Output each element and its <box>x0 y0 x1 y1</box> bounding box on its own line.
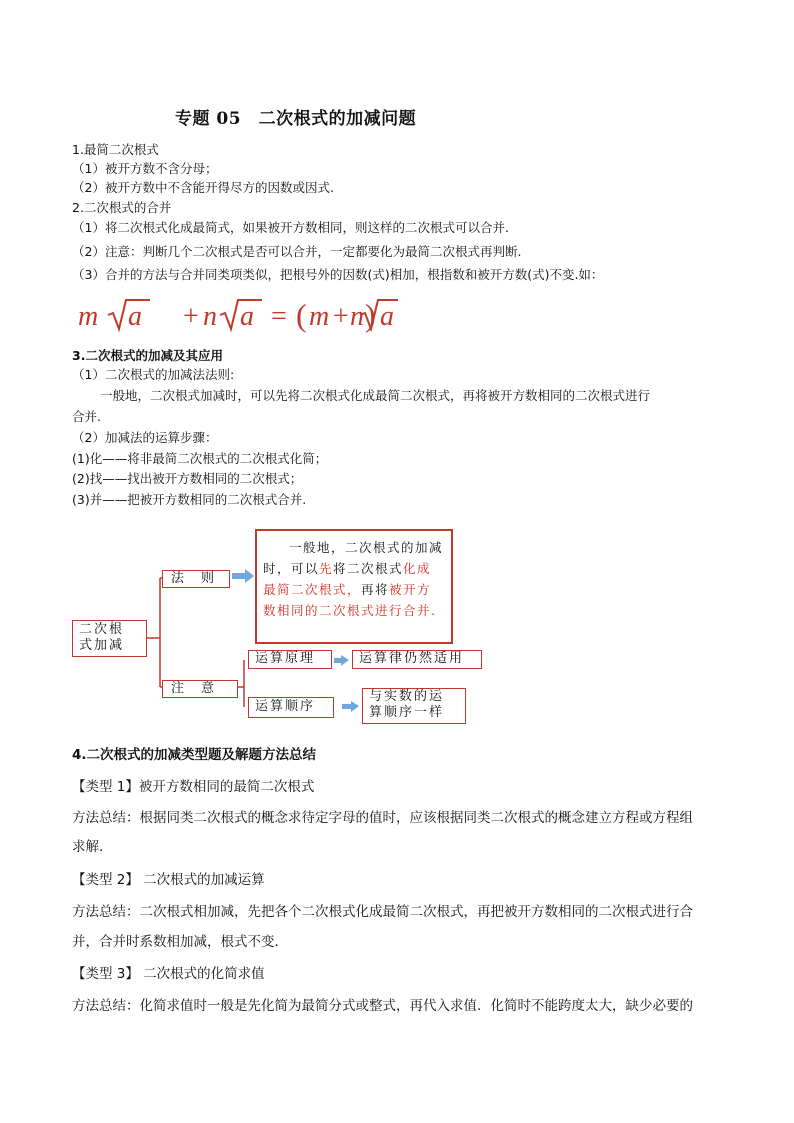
section-3-step-2: (2)找——找出被开方数相同的二次根式； <box>72 471 303 486</box>
type-1-title: 【类型 1】被开方数相同的最简二次根式 <box>72 779 315 795</box>
note-text-1: 一般地，二次根式的加减时，可以 <box>263 540 444 576</box>
diagram-note-label: 注 意 <box>162 680 238 698</box>
formula-plus-2: + <box>333 301 349 332</box>
formula-m: m <box>78 301 99 332</box>
order-result-line-2: 算顺序一样 <box>369 705 445 720</box>
note-first-red: 先 <box>319 561 334 576</box>
note-text-2: 将二次根式 <box>333 561 404 576</box>
type-2-method: 方法总结：二次根式相加减，先把各个二次根式化成最简二次根式，再把被开方数相同的二次根式进行合 <box>72 904 693 920</box>
section-1-item-1: （1）被开方数不含分母； <box>72 161 218 176</box>
section-3-rule-text: 一般地，二次根式加减时，可以先将二次根式化成最简二次根式，再将被开方数相同的二次根式进行 <box>100 388 651 403</box>
section-3-rule-text-2: 合并. <box>72 409 101 424</box>
formula-m-2: m <box>309 301 330 332</box>
diagram-root-box <box>72 620 147 657</box>
section-3-step-3: (3)并——把被开方数相同的二次根式合并. <box>72 492 307 507</box>
note-red-2: 被开方数相同的二次根式进行合并. <box>263 582 437 618</box>
diagram-principle-box: 运算原理 <box>248 650 332 669</box>
section-4-heading: 4.二次根式的加减类型题及解题方法总结 <box>72 747 317 763</box>
section-1-item-2: （2）被开方数中不含能开得尽方的因数或因式. <box>72 180 334 195</box>
type-2-method-2: 并，合并时系数相加减，根式不变． <box>72 934 288 950</box>
formula-equals: = <box>271 301 287 332</box>
note-text-3: 再将 <box>361 582 390 597</box>
type-3-method: 方法总结：化简求值时一般是先化简为最简分式或整式，再代入求值．化简时不能跨度太大，缺少必要的 <box>72 998 693 1014</box>
formula-a-2: a <box>240 301 254 332</box>
type-3-title: 【类型 3】 二次根式的化简求值 <box>72 966 265 982</box>
diagram-rule-label: 法 则 <box>162 570 230 588</box>
section-3-rule-head: （1）二次根式的加减法法则: <box>72 367 235 382</box>
section-3-steps-head: （2）加减法的运算步骤： <box>72 430 218 445</box>
type-2-title: 【类型 2】 二次根式的加减运算 <box>72 872 265 888</box>
formula-rparen: ) <box>365 297 376 333</box>
formula-plus: + <box>183 301 199 332</box>
type-1-method: 方法总结：根据同类二次根式的概念求待定字母的值时，应该根据同类二次根式的概念建立方程或方程组 <box>72 810 693 826</box>
section-2-heading: 2.二次根式的合并 <box>72 200 172 215</box>
order-result-line-1: 与实数的运 <box>369 689 445 704</box>
formula-a-1: a <box>128 301 142 332</box>
diagram-rule-note <box>255 529 453 644</box>
diagram-principle-result-box: 运算律仍然适用 <box>352 650 482 669</box>
diagram-root-line-1: 二次根 <box>79 622 125 637</box>
type-1-method-2: 求解． <box>72 839 113 855</box>
section-3-heading: 3.二次根式的加减及其应用 <box>72 348 223 363</box>
section-2-item-2: （2）注意：判断几个二次根式是否可以合并，一定都要化为最简二次根式再判断. <box>72 244 522 259</box>
formula-n: n <box>203 301 217 332</box>
formula-n-2: n <box>350 301 364 332</box>
section-2-item-3: （3）合并的方法与合并同类项类似，把根号外的因数(式)相加，根指数和被开方数(式)不变.如： <box>72 267 604 282</box>
merge-formula <box>78 297 398 337</box>
note-red-1: 化成最简二次根式， <box>263 561 432 597</box>
section-1-heading: 1.最简二次根式 <box>72 142 159 157</box>
diagram-root-line-2: 式加减 <box>79 638 125 653</box>
diagram-order-box: 运算顺序 <box>248 697 334 718</box>
formula-lparen: ( <box>296 297 307 333</box>
diagram-order-result-box <box>362 688 466 724</box>
formula-a-3: a <box>380 301 394 332</box>
section-2-item-1: （1）将二次根式化成最简式，如果被开方数相同，则这样的二次根式可以合并. <box>72 220 509 235</box>
page-title: 专题 05 二次根式的加减问题 <box>175 109 417 129</box>
section-3-step-1: (1)化——将非最简二次根式的二次根式化简； <box>72 451 328 466</box>
